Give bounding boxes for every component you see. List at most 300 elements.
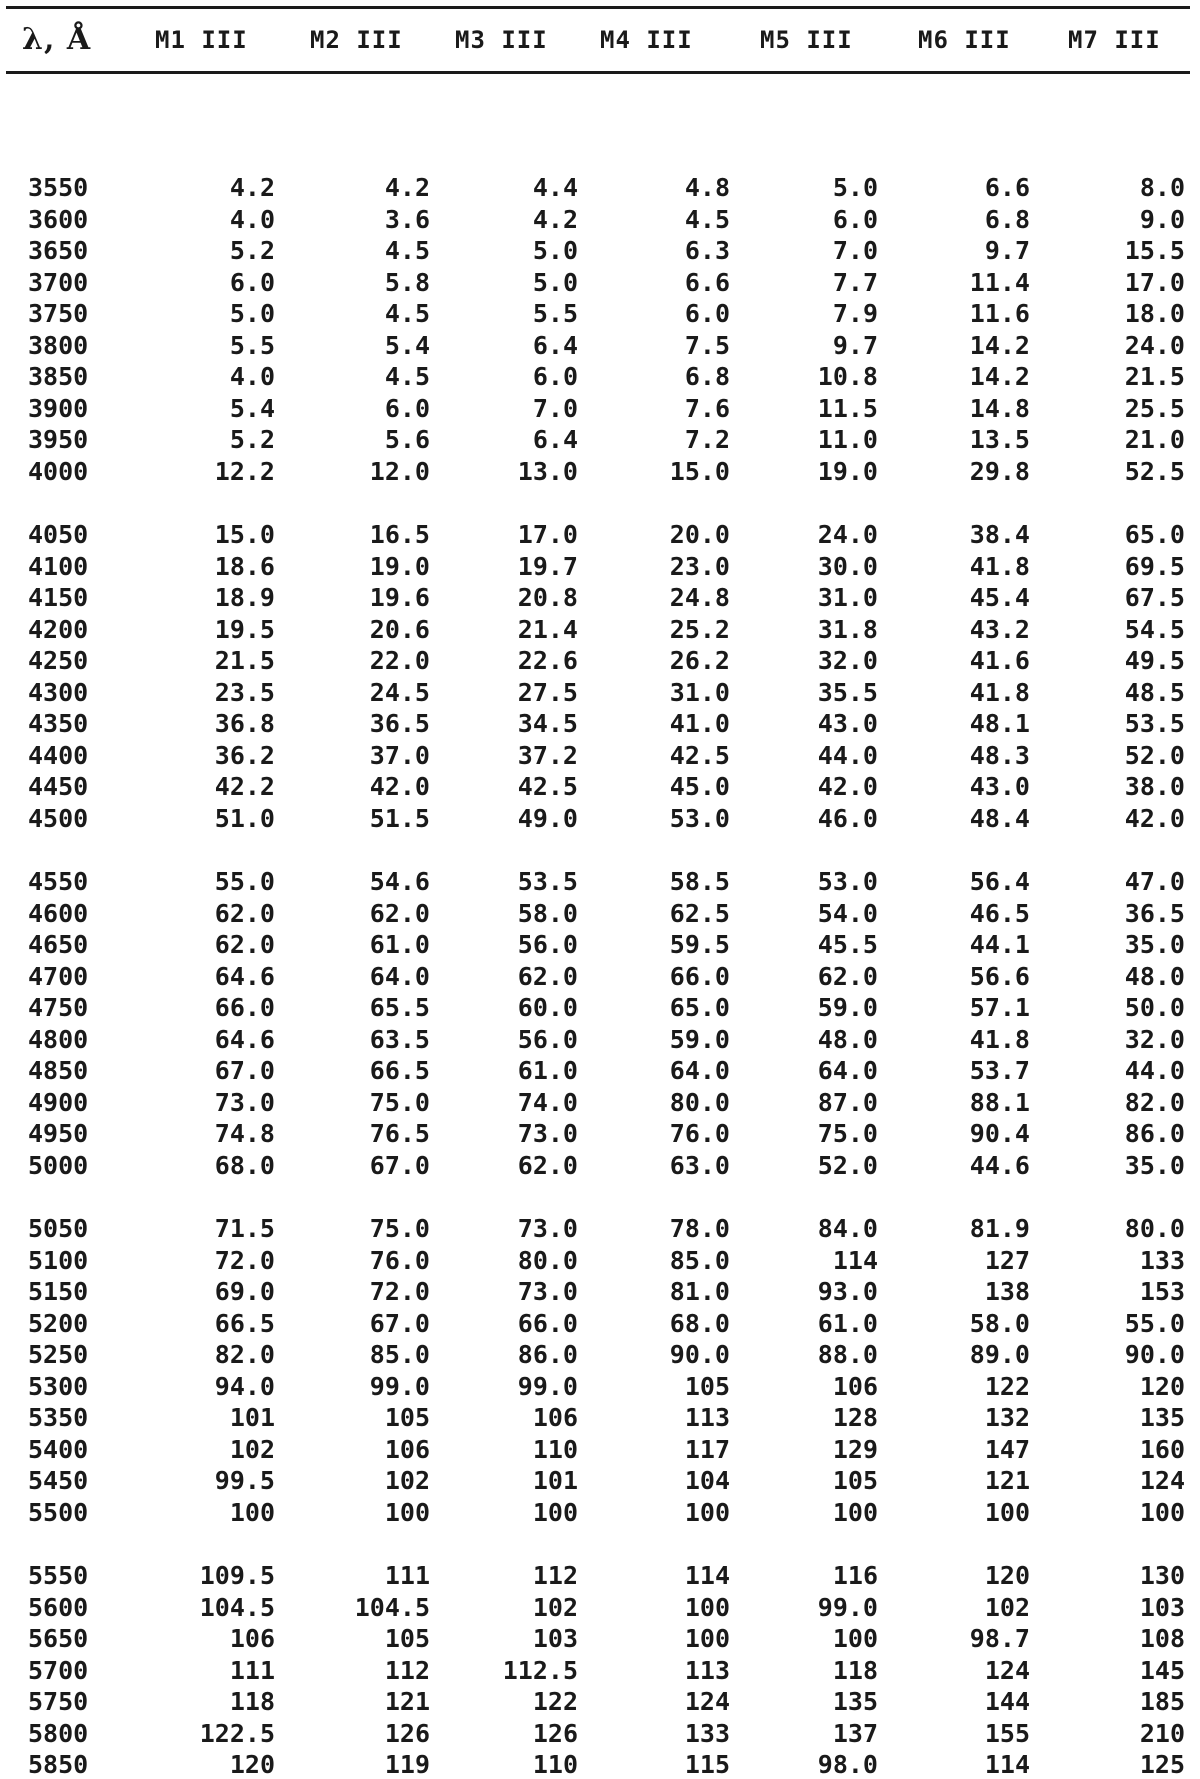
value-cell: 113	[684, 1655, 730, 1685]
value-cell: 36.8	[214, 709, 275, 738]
value-cell: 65.0	[669, 993, 730, 1022]
value-cell: 64.0	[669, 1056, 730, 1085]
value-cell: 112	[384, 1655, 430, 1685]
value-cell: 132	[984, 1403, 1030, 1432]
value-cell: 31.8	[817, 614, 878, 644]
value-cell: 6.4	[532, 330, 578, 360]
wavelength-cell: 4250	[28, 646, 89, 675]
value-cell: 106	[832, 1371, 878, 1401]
value-cell: 80.0	[517, 1245, 578, 1275]
value-cell: 18.0	[1124, 299, 1185, 328]
wavelength-cell: 3600	[28, 204, 89, 234]
wavelength-cell: 4650	[28, 930, 89, 959]
value-cell: 42.5	[669, 740, 730, 770]
wavelength-cell: 4100	[28, 551, 89, 581]
value-cell: 106	[532, 1403, 578, 1432]
value-cell: 104.5	[199, 1592, 275, 1622]
value-cell: 99.0	[369, 1371, 430, 1401]
value-cell: 62.0	[369, 898, 430, 928]
value-cell: 5.5	[532, 299, 578, 328]
value-cell: 62.0	[214, 898, 275, 928]
wavelength-cell: 4350	[28, 709, 89, 738]
value-cell: 51.0	[214, 803, 275, 833]
value-cell: 16.5	[369, 520, 430, 549]
wavelength-cell: 5700	[28, 1655, 89, 1685]
value-cell: 7.0	[532, 393, 578, 423]
value-cell: 101	[229, 1403, 275, 1432]
value-cell: 52.5	[1124, 456, 1185, 486]
value-cell: 75.0	[817, 1119, 878, 1148]
value-cell: 64.6	[214, 1024, 275, 1054]
value-cell: 76.0	[669, 1119, 730, 1148]
value-cell: 85.0	[669, 1245, 730, 1275]
wavelength-cell: 5800	[28, 1718, 89, 1748]
value-cell: 36.2	[214, 740, 275, 770]
value-cell: 121	[384, 1687, 430, 1716]
value-cell: 73.0	[517, 1119, 578, 1148]
value-cell: 145	[1139, 1655, 1185, 1685]
value-cell: 75.0	[369, 1087, 430, 1117]
value-cell: 120	[229, 1750, 275, 1779]
value-cell: 4.0	[229, 362, 275, 391]
value-cell: 23.0	[669, 551, 730, 581]
value-cell: 50.0	[1124, 993, 1185, 1022]
value-cell: 104.5	[354, 1592, 430, 1622]
value-cell: 5.2	[229, 425, 275, 454]
value-cell: 5.0	[532, 236, 578, 265]
value-cell: 54.5	[1124, 614, 1185, 644]
value-cell: 54.0	[817, 898, 878, 928]
value-cell: 88.1	[969, 1087, 1030, 1117]
value-cell: 99.0	[517, 1371, 578, 1401]
value-cell: 67.0	[369, 1308, 430, 1338]
wavelength-cell: 4600	[28, 898, 89, 928]
wavelength-cell: 4950	[28, 1119, 89, 1148]
value-cell: 11.0	[817, 425, 878, 454]
value-cell: 100	[984, 1497, 1030, 1527]
value-cell: 126	[384, 1718, 430, 1748]
value-cell: 46.5	[969, 898, 1030, 928]
value-cell: 34.5	[517, 709, 578, 738]
value-cell: 41.8	[969, 1024, 1030, 1054]
value-cell: 25.2	[669, 614, 730, 644]
value-cell: 48.3	[969, 740, 1030, 770]
wavelength-cell: 5200	[28, 1308, 89, 1338]
wavelength-cell: 3800	[28, 330, 89, 360]
value-cell: 100	[832, 1624, 878, 1653]
value-cell: 90.0	[669, 1340, 730, 1369]
value-cell: 41.0	[669, 709, 730, 738]
value-cell: 42.0	[369, 772, 430, 801]
value-cell: 124	[1139, 1466, 1185, 1495]
value-cell: 7.6	[684, 393, 730, 423]
value-cell: 138	[984, 1277, 1030, 1306]
value-cell: 73.0	[517, 1277, 578, 1306]
value-cell: 104	[684, 1466, 730, 1495]
value-cell: 117	[684, 1434, 730, 1464]
value-cell: 129	[832, 1434, 878, 1464]
wavelength-cell: 4150	[28, 583, 89, 612]
wavelength-cell: 3550	[28, 173, 89, 202]
value-cell: 103	[532, 1624, 578, 1653]
value-cell: 4.8	[684, 173, 730, 202]
header-m7-iii: M7 III	[1068, 26, 1161, 54]
value-cell: 27.5	[517, 677, 578, 707]
value-cell: 100	[229, 1497, 275, 1527]
value-cell: 53.5	[1124, 709, 1185, 738]
value-cell: 10.8	[817, 362, 878, 391]
value-cell: 113	[684, 1403, 730, 1432]
value-cell: 5.5	[229, 330, 275, 360]
value-cell: 6.4	[532, 425, 578, 454]
value-cell: 19.5	[214, 614, 275, 644]
value-cell: 45.0	[669, 772, 730, 801]
value-cell: 90.0	[1124, 1340, 1185, 1369]
value-cell: 133	[1139, 1245, 1185, 1275]
value-cell: 23.5	[214, 677, 275, 707]
value-cell: 120	[984, 1561, 1030, 1590]
value-cell: 105	[684, 1371, 730, 1401]
value-cell: 81.0	[669, 1277, 730, 1306]
wavelength-cell: 4400	[28, 740, 89, 770]
value-cell: 5.0	[229, 299, 275, 328]
value-cell: 116	[832, 1561, 878, 1590]
wavelength-cell: 5100	[28, 1245, 89, 1275]
value-cell: 81.9	[969, 1214, 1030, 1243]
value-cell: 5.4	[384, 330, 430, 360]
value-cell: 5.0	[532, 267, 578, 297]
value-cell: 66.0	[669, 961, 730, 991]
value-cell: 30.0	[817, 551, 878, 581]
wavelength-cell: 5350	[28, 1403, 89, 1432]
value-cell: 6.0	[384, 393, 430, 423]
value-cell: 102	[384, 1466, 430, 1495]
value-cell: 32.0	[817, 646, 878, 675]
value-cell: 74.8	[214, 1119, 275, 1148]
value-cell: 66.0	[214, 993, 275, 1022]
value-cell: 72.0	[369, 1277, 430, 1306]
wavelength-cell: 5600	[28, 1592, 89, 1622]
value-cell: 67.0	[369, 1150, 430, 1180]
value-cell: 82.0	[1124, 1087, 1185, 1117]
value-cell: 86.0	[1124, 1119, 1185, 1148]
value-cell: 62.0	[817, 961, 878, 991]
value-cell: 58.0	[969, 1308, 1030, 1338]
value-cell: 11.4	[969, 267, 1030, 297]
value-cell: 144	[984, 1687, 1030, 1716]
value-cell: 35.0	[1124, 1150, 1185, 1180]
value-cell: 45.4	[969, 583, 1030, 612]
value-cell: 41.8	[969, 551, 1030, 581]
value-cell: 56.0	[517, 930, 578, 959]
wavelength-cell: 5500	[28, 1497, 89, 1527]
value-cell: 4.0	[229, 204, 275, 234]
value-cell: 66.5	[214, 1308, 275, 1338]
value-cell: 120	[1139, 1371, 1185, 1401]
wavelength-cell: 4050	[28, 520, 89, 549]
value-cell: 90.4	[969, 1119, 1030, 1148]
wavelength-cell: 5000	[28, 1150, 89, 1180]
value-cell: 58.0	[517, 898, 578, 928]
value-cell: 13.5	[969, 425, 1030, 454]
value-cell: 58.5	[669, 867, 730, 896]
value-cell: 56.4	[969, 867, 1030, 896]
value-cell: 15.5	[1124, 236, 1185, 265]
value-cell: 31.0	[817, 583, 878, 612]
value-cell: 17.0	[517, 520, 578, 549]
value-cell: 44.6	[969, 1150, 1030, 1180]
value-cell: 108	[1139, 1624, 1185, 1653]
value-cell: 19.0	[817, 456, 878, 486]
value-cell: 6.0	[229, 267, 275, 297]
value-cell: 78.0	[669, 1214, 730, 1243]
value-cell: 48.0	[817, 1024, 878, 1054]
value-cell: 53.0	[669, 803, 730, 833]
value-cell: 21.5	[214, 646, 275, 675]
value-cell: 5.4	[229, 393, 275, 423]
value-cell: 7.7	[832, 267, 878, 297]
value-cell: 4.5	[384, 299, 430, 328]
value-cell: 89.0	[969, 1340, 1030, 1369]
wavelength-cell: 5750	[28, 1687, 89, 1716]
value-cell: 147	[984, 1434, 1030, 1464]
value-cell: 124	[984, 1655, 1030, 1685]
wavelength-cell: 4450	[28, 772, 89, 801]
value-cell: 6.8	[684, 362, 730, 391]
value-cell: 22.0	[369, 646, 430, 675]
value-cell: 18.9	[214, 583, 275, 612]
value-cell: 52.0	[817, 1150, 878, 1180]
value-cell: 29.8	[969, 456, 1030, 486]
value-cell: 125	[1139, 1750, 1185, 1779]
value-cell: 112	[532, 1561, 578, 1590]
value-cell: 114	[832, 1245, 878, 1275]
value-cell: 62.5	[669, 898, 730, 928]
value-cell: 19.0	[369, 551, 430, 581]
value-cell: 9.0	[1139, 204, 1185, 234]
value-cell: 14.8	[969, 393, 1030, 423]
wavelength-cell: 4750	[28, 993, 89, 1022]
value-cell: 121	[984, 1466, 1030, 1495]
wavelength-cell: 5550	[28, 1561, 89, 1590]
value-cell: 26.2	[669, 646, 730, 675]
value-cell: 63.5	[369, 1024, 430, 1054]
value-cell: 99.0	[817, 1592, 878, 1622]
header-wavelength: λ, Å	[22, 22, 92, 57]
wavelength-cell: 3950	[28, 425, 89, 454]
wavelength-cell: 4300	[28, 677, 89, 707]
value-cell: 53.5	[517, 867, 578, 896]
value-cell: 14.2	[969, 330, 1030, 360]
value-cell: 5.8	[384, 267, 430, 297]
wavelength-cell: 4200	[28, 614, 89, 644]
value-cell: 14.2	[969, 362, 1030, 391]
wavelength-cell: 4850	[28, 1056, 89, 1085]
value-cell: 73.0	[517, 1214, 578, 1243]
wavelength-cell: 5300	[28, 1371, 89, 1401]
value-cell: 46.0	[817, 803, 878, 833]
wavelength-cell: 4000	[28, 456, 89, 486]
value-cell: 87.0	[817, 1087, 878, 1117]
value-cell: 75.0	[369, 1214, 430, 1243]
value-cell: 137	[832, 1718, 878, 1748]
value-cell: 100	[532, 1497, 578, 1527]
value-cell: 72.0	[214, 1245, 275, 1275]
value-cell: 60.0	[517, 993, 578, 1022]
value-cell: 102	[229, 1434, 275, 1464]
value-cell: 53.7	[969, 1056, 1030, 1085]
value-cell: 43.0	[969, 772, 1030, 801]
value-cell: 69.0	[214, 1277, 275, 1306]
value-cell: 11.5	[817, 393, 878, 423]
header-m2-iii: M2 III	[310, 26, 403, 54]
value-cell: 119	[384, 1750, 430, 1779]
value-cell: 55.0	[214, 867, 275, 896]
value-cell: 61.0	[517, 1056, 578, 1085]
value-cell: 118	[832, 1655, 878, 1685]
header-m4-iii: M4 III	[600, 26, 693, 54]
value-cell: 12.0	[369, 456, 430, 486]
value-cell: 133	[684, 1718, 730, 1748]
value-cell: 86.0	[517, 1340, 578, 1369]
value-cell: 6.0	[684, 299, 730, 328]
value-cell: 47.0	[1124, 867, 1185, 896]
wavelength-cell: 4900	[28, 1087, 89, 1117]
wavelength-cell: 3900	[28, 393, 89, 423]
value-cell: 36.5	[1124, 898, 1185, 928]
value-cell: 68.0	[214, 1150, 275, 1180]
value-cell: 155	[984, 1718, 1030, 1748]
wavelength-cell: 3750	[28, 299, 89, 328]
value-cell: 55.0	[1124, 1308, 1185, 1338]
value-cell: 20.6	[369, 614, 430, 644]
value-cell: 130	[1139, 1561, 1185, 1590]
value-cell: 74.0	[517, 1087, 578, 1117]
value-cell: 115	[684, 1750, 730, 1779]
value-cell: 19.7	[517, 551, 578, 581]
value-cell: 7.0	[832, 236, 878, 265]
value-cell: 41.6	[969, 646, 1030, 675]
value-cell: 122	[532, 1687, 578, 1716]
value-cell: 4.2	[532, 204, 578, 234]
value-cell: 13.0	[517, 456, 578, 486]
wavelength-cell: 5850	[28, 1750, 89, 1779]
value-cell: 65.0	[1124, 520, 1185, 549]
value-cell: 18.6	[214, 551, 275, 581]
value-cell: 100	[684, 1497, 730, 1527]
value-cell: 62.0	[517, 961, 578, 991]
value-cell: 59.0	[817, 993, 878, 1022]
value-cell: 24.8	[669, 583, 730, 612]
value-cell: 6.6	[684, 267, 730, 297]
value-cell: 98.0	[817, 1750, 878, 1779]
value-cell: 56.0	[517, 1024, 578, 1054]
value-cell: 76.5	[369, 1119, 430, 1148]
value-cell: 49.0	[517, 803, 578, 833]
value-cell: 106	[229, 1624, 275, 1653]
value-cell: 9.7	[832, 330, 878, 360]
value-cell: 153	[1139, 1277, 1185, 1306]
value-cell: 105	[832, 1466, 878, 1495]
value-cell: 11.6	[969, 299, 1030, 328]
value-cell: 73.0	[214, 1087, 275, 1117]
value-cell: 128	[832, 1403, 878, 1432]
value-cell: 88.0	[817, 1340, 878, 1369]
value-cell: 53.0	[817, 867, 878, 896]
value-cell: 5.6	[384, 425, 430, 454]
value-cell: 100	[684, 1592, 730, 1622]
value-cell: 6.0	[832, 204, 878, 234]
value-cell: 118	[229, 1687, 275, 1716]
value-cell: 36.5	[369, 709, 430, 738]
value-cell: 110	[532, 1434, 578, 1464]
value-cell: 110	[532, 1750, 578, 1779]
value-cell: 57.1	[969, 993, 1030, 1022]
value-cell: 66.0	[517, 1308, 578, 1338]
value-cell: 6.3	[684, 236, 730, 265]
value-cell: 4.4	[532, 173, 578, 202]
value-cell: 80.0	[669, 1087, 730, 1117]
value-cell: 24.5	[369, 677, 430, 707]
value-cell: 98.7	[969, 1624, 1030, 1653]
value-cell: 160	[1139, 1434, 1185, 1464]
value-cell: 7.9	[832, 299, 878, 328]
value-cell: 101	[532, 1466, 578, 1495]
value-cell: 4.2	[384, 173, 430, 202]
value-cell: 15.0	[214, 520, 275, 549]
value-cell: 21.4	[517, 614, 578, 644]
value-cell: 94.0	[214, 1371, 275, 1401]
value-cell: 103	[1139, 1592, 1185, 1622]
value-cell: 4.2	[229, 173, 275, 202]
value-cell: 4.5	[384, 236, 430, 265]
wavelength-cell: 5400	[28, 1434, 89, 1464]
value-cell: 109.5	[199, 1561, 275, 1590]
value-cell: 22.6	[517, 646, 578, 675]
value-cell: 45.5	[817, 930, 878, 959]
value-cell: 20.8	[517, 583, 578, 612]
value-cell: 44.1	[969, 930, 1030, 959]
value-cell: 111	[229, 1655, 275, 1685]
value-cell: 6.8	[984, 204, 1030, 234]
value-cell: 49.5	[1124, 646, 1185, 675]
value-cell: 114	[984, 1750, 1030, 1779]
value-cell: 15.0	[669, 456, 730, 486]
value-cell: 112.5	[502, 1655, 578, 1685]
header-m5-iii: M5 III	[760, 26, 853, 54]
value-cell: 102	[984, 1592, 1030, 1622]
value-cell: 84.0	[817, 1214, 878, 1243]
wavelength-cell: 5450	[28, 1466, 89, 1495]
value-cell: 114	[684, 1561, 730, 1590]
value-cell: 48.0	[1124, 961, 1185, 991]
value-cell: 5.2	[229, 236, 275, 265]
value-cell: 105	[384, 1624, 430, 1653]
value-cell: 63.0	[669, 1150, 730, 1180]
value-cell: 38.0	[1124, 772, 1185, 801]
value-cell: 6.6	[984, 173, 1030, 202]
value-cell: 31.0	[669, 677, 730, 707]
value-cell: 135	[832, 1687, 878, 1716]
value-cell: 37.2	[517, 740, 578, 770]
value-cell: 7.5	[684, 330, 730, 360]
value-cell: 64.6	[214, 961, 275, 991]
header-m1-iii: M1 III	[155, 26, 248, 54]
value-cell: 44.0	[1124, 1056, 1185, 1085]
value-cell: 20.0	[669, 520, 730, 549]
value-cell: 100	[1139, 1497, 1185, 1527]
value-cell: 42.2	[214, 772, 275, 801]
